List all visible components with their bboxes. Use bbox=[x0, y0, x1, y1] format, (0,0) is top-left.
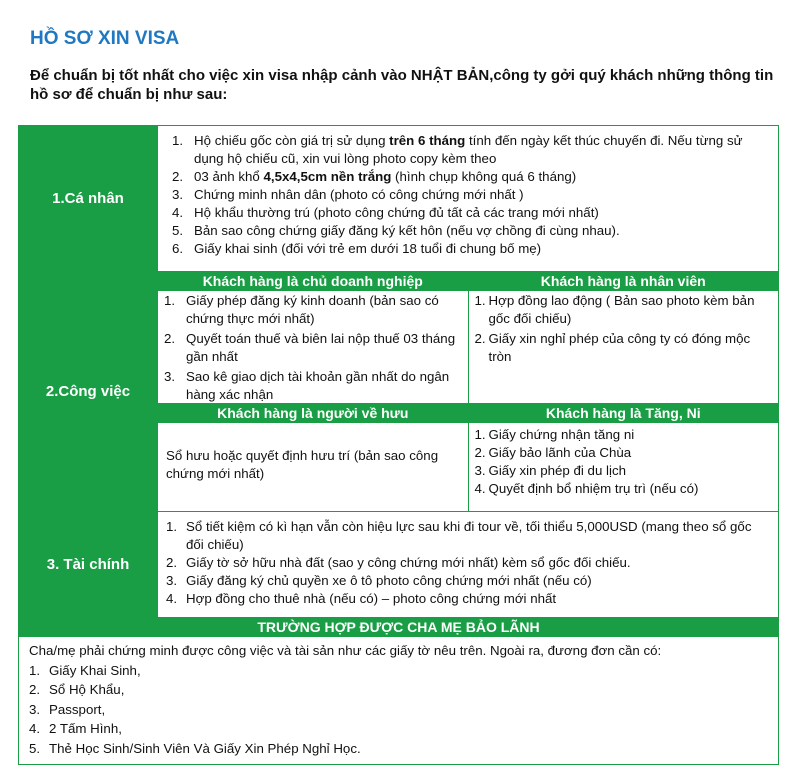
item-number: 2. bbox=[172, 169, 184, 184]
section-finance-label: 3. Tài chính bbox=[19, 512, 157, 617]
business-owner-column bbox=[158, 272, 468, 403]
item-text: Giấy đăng ký chủ quyền xe ô tô photo công chứng mới nhất (nếu có) bbox=[186, 573, 592, 588]
item-text: Giấy xin nghỉ phép của công ty có đóng mộc tròn bbox=[488, 331, 751, 364]
section-parents bbox=[19, 618, 778, 764]
item-text: Quyết toán thuế và biên lai nộp thuế 03 tháng gần nhất bbox=[186, 331, 456, 364]
list-item bbox=[164, 292, 462, 328]
retiree-text: Sổ hưu hoặc quyết định hưu trí (bản sao công chứng mới nhất) bbox=[166, 448, 439, 481]
item-number: 1. bbox=[166, 519, 178, 534]
page-title: HỒ SƠ XIN VISA bbox=[30, 28, 180, 49]
list-item bbox=[166, 572, 770, 590]
list-item bbox=[29, 739, 768, 759]
list-item bbox=[172, 132, 770, 168]
list-item bbox=[172, 186, 770, 204]
item-number: 1. bbox=[474, 293, 486, 308]
intro-text: Để chuẩn bị tốt nhất cho việc xin visa nhập cảnh vào NHẬT BẢN,công ty gởi quý khách những thông tin hồ sơ để chuẩn bị như sau: bbox=[30, 67, 774, 103]
monk-list bbox=[475, 426, 773, 498]
visa-requirements-table bbox=[18, 125, 779, 765]
list-item bbox=[29, 719, 768, 739]
item-number: 6. bbox=[172, 241, 184, 256]
item-text: Sổ Hộ Khẩu, bbox=[49, 682, 125, 697]
item-text-part: Chứng minh nhân dân (photo có công chứng mới nhất ) bbox=[194, 187, 524, 202]
list-item bbox=[475, 292, 773, 328]
item-text-bold: 4,5x4,5cm nền trắng bbox=[263, 169, 392, 184]
item-text-part: tính đến ngày kết thúc chuyến đi. Nếu từng sử dụng hộ chiếu cũ, xin vui lòng photo copy kèm theo bbox=[194, 133, 743, 166]
item-text: Giấy bảo lãnh của Chùa bbox=[488, 445, 632, 460]
item-text bbox=[194, 222, 620, 240]
item-number: 3. bbox=[29, 701, 41, 717]
item-text bbox=[194, 186, 524, 204]
item-text: Giấy Khai Sinh, bbox=[49, 662, 141, 678]
list-item bbox=[475, 426, 773, 444]
list-item bbox=[172, 240, 770, 258]
item-number: 1. bbox=[172, 133, 184, 148]
list-item bbox=[475, 444, 773, 462]
item-text-bold: trên 6 tháng bbox=[389, 133, 466, 148]
item-text: 2 Tấm Hình, bbox=[49, 721, 122, 736]
list-item bbox=[164, 330, 462, 366]
section-work bbox=[19, 272, 778, 512]
item-number: 1. bbox=[474, 427, 486, 442]
finance-list bbox=[166, 518, 770, 608]
list-item bbox=[164, 368, 462, 404]
item-text: Quyết định bổ nhiệm trụ trì (nếu có) bbox=[488, 481, 699, 496]
item-number: 3. bbox=[172, 187, 184, 202]
parents-intro: Cha/mẹ phải chứng minh được công việc và tài sản như các giấy tờ nêu trên. Ngoài ra, đương đơn cần có: bbox=[29, 643, 662, 658]
item-number: 1. bbox=[29, 662, 41, 678]
list-item bbox=[166, 518, 770, 554]
item-text: Sổ tiết kiệm có kì hạn vẫn còn hiệu lực sau khi đi tour về, tối thiểu 5,000USD (mang theo sổ gốc đối chiếu) bbox=[186, 519, 752, 552]
item-text: Sao kê giao dịch tài khoản gần nhất do ngân hàng xác nhận bbox=[186, 369, 450, 402]
list-item bbox=[29, 661, 768, 681]
business-owner-heading: Khách hàng là chủ doanh nghiệp bbox=[158, 272, 468, 291]
list-item bbox=[29, 680, 768, 700]
item-number: 4. bbox=[474, 481, 486, 496]
item-text: Giấy tờ sở hữu nhà đất (sao y công chứng mới nhất) kèm sổ gốc đối chiếu. bbox=[186, 555, 631, 570]
item-text: Giấy phép đăng ký kinh doanh (bản sao có chứng thực mới nhất) bbox=[186, 293, 439, 326]
section-finance bbox=[19, 512, 778, 618]
list-item bbox=[166, 554, 770, 572]
item-number: 4. bbox=[29, 721, 41, 736]
item-text bbox=[194, 240, 541, 258]
item-number: 2. bbox=[474, 331, 486, 346]
item-number: 4. bbox=[172, 205, 184, 220]
list-item bbox=[172, 204, 770, 222]
item-number: 2. bbox=[474, 445, 486, 460]
item-text: Thẻ Học Sinh/Sinh Viên Và Giấy Xin Phép Nghỉ Học. bbox=[49, 740, 361, 756]
section-work-label: 2.Công việc bbox=[19, 272, 157, 511]
item-number: 3. bbox=[164, 369, 176, 384]
item-text: Passport, bbox=[49, 701, 106, 717]
list-item bbox=[475, 462, 773, 480]
item-number: 2. bbox=[166, 555, 178, 570]
item-number: 3. bbox=[474, 463, 486, 478]
item-text bbox=[194, 204, 599, 222]
employee-list bbox=[475, 292, 773, 366]
item-number: 4. bbox=[166, 591, 178, 606]
employee-column bbox=[468, 272, 779, 403]
item-number: 5. bbox=[172, 223, 184, 238]
list-item bbox=[172, 168, 770, 186]
item-text-part: Bản sao công chứng giấy đăng ký kết hôn (nếu vợ chồng đi cùng nhau). bbox=[194, 223, 620, 238]
item-number: 1. bbox=[164, 293, 176, 308]
item-text-part: 03 ảnh khổ bbox=[194, 169, 264, 184]
list-item bbox=[475, 480, 773, 498]
monk-heading: Khách hàng là Tăng, Ni bbox=[469, 404, 779, 423]
item-text-part: Giấy khai sinh (đối với trẻ em dưới 18 tuổi đi chung bố mẹ) bbox=[194, 241, 542, 256]
retiree-heading: Khách hàng là người về hưu bbox=[158, 404, 468, 423]
item-text-part: Hộ khẩu thường trú (photo công chứng đủ tất cả các trang mới nhất) bbox=[194, 205, 599, 220]
item-text: Giấy xin phép đi du lịch bbox=[488, 463, 626, 478]
list-item bbox=[166, 590, 770, 608]
monk-column bbox=[468, 404, 779, 511]
item-text: Giấy chứng nhận tăng ni bbox=[488, 427, 635, 442]
list-item bbox=[475, 330, 773, 366]
item-number: 5. bbox=[29, 740, 41, 756]
item-number: 2. bbox=[164, 331, 176, 346]
retiree-column bbox=[158, 404, 468, 511]
item-text-part: Hộ chiếu gốc còn giá trị sử dụng bbox=[194, 133, 390, 148]
parents-heading: TRƯỜNG HỢP ĐƯỢC CHA MẸ BẢO LÃNH bbox=[19, 618, 778, 637]
list-item bbox=[29, 700, 768, 720]
employee-heading: Khách hàng là nhân viên bbox=[469, 272, 779, 291]
item-text: Hợp đồng lao động ( Bản sao photo kèm bản gốc đối chiếu) bbox=[488, 293, 755, 326]
item-number: 3. bbox=[166, 573, 178, 588]
item-number: 2. bbox=[29, 682, 41, 697]
business-owner-list bbox=[164, 292, 462, 404]
item-text: Hợp đồng cho thuê nhà (nếu có) – photo công chứng mới nhất bbox=[186, 591, 557, 606]
parents-list bbox=[29, 661, 768, 759]
section-personal-label: 1.Cá nhân bbox=[19, 126, 157, 271]
section-personal bbox=[19, 126, 778, 272]
item-text-part: (hình chụp không quá 6 tháng) bbox=[391, 169, 577, 184]
list-item bbox=[172, 222, 770, 240]
item-text bbox=[194, 132, 770, 168]
personal-list bbox=[172, 132, 770, 258]
item-text bbox=[194, 168, 576, 186]
